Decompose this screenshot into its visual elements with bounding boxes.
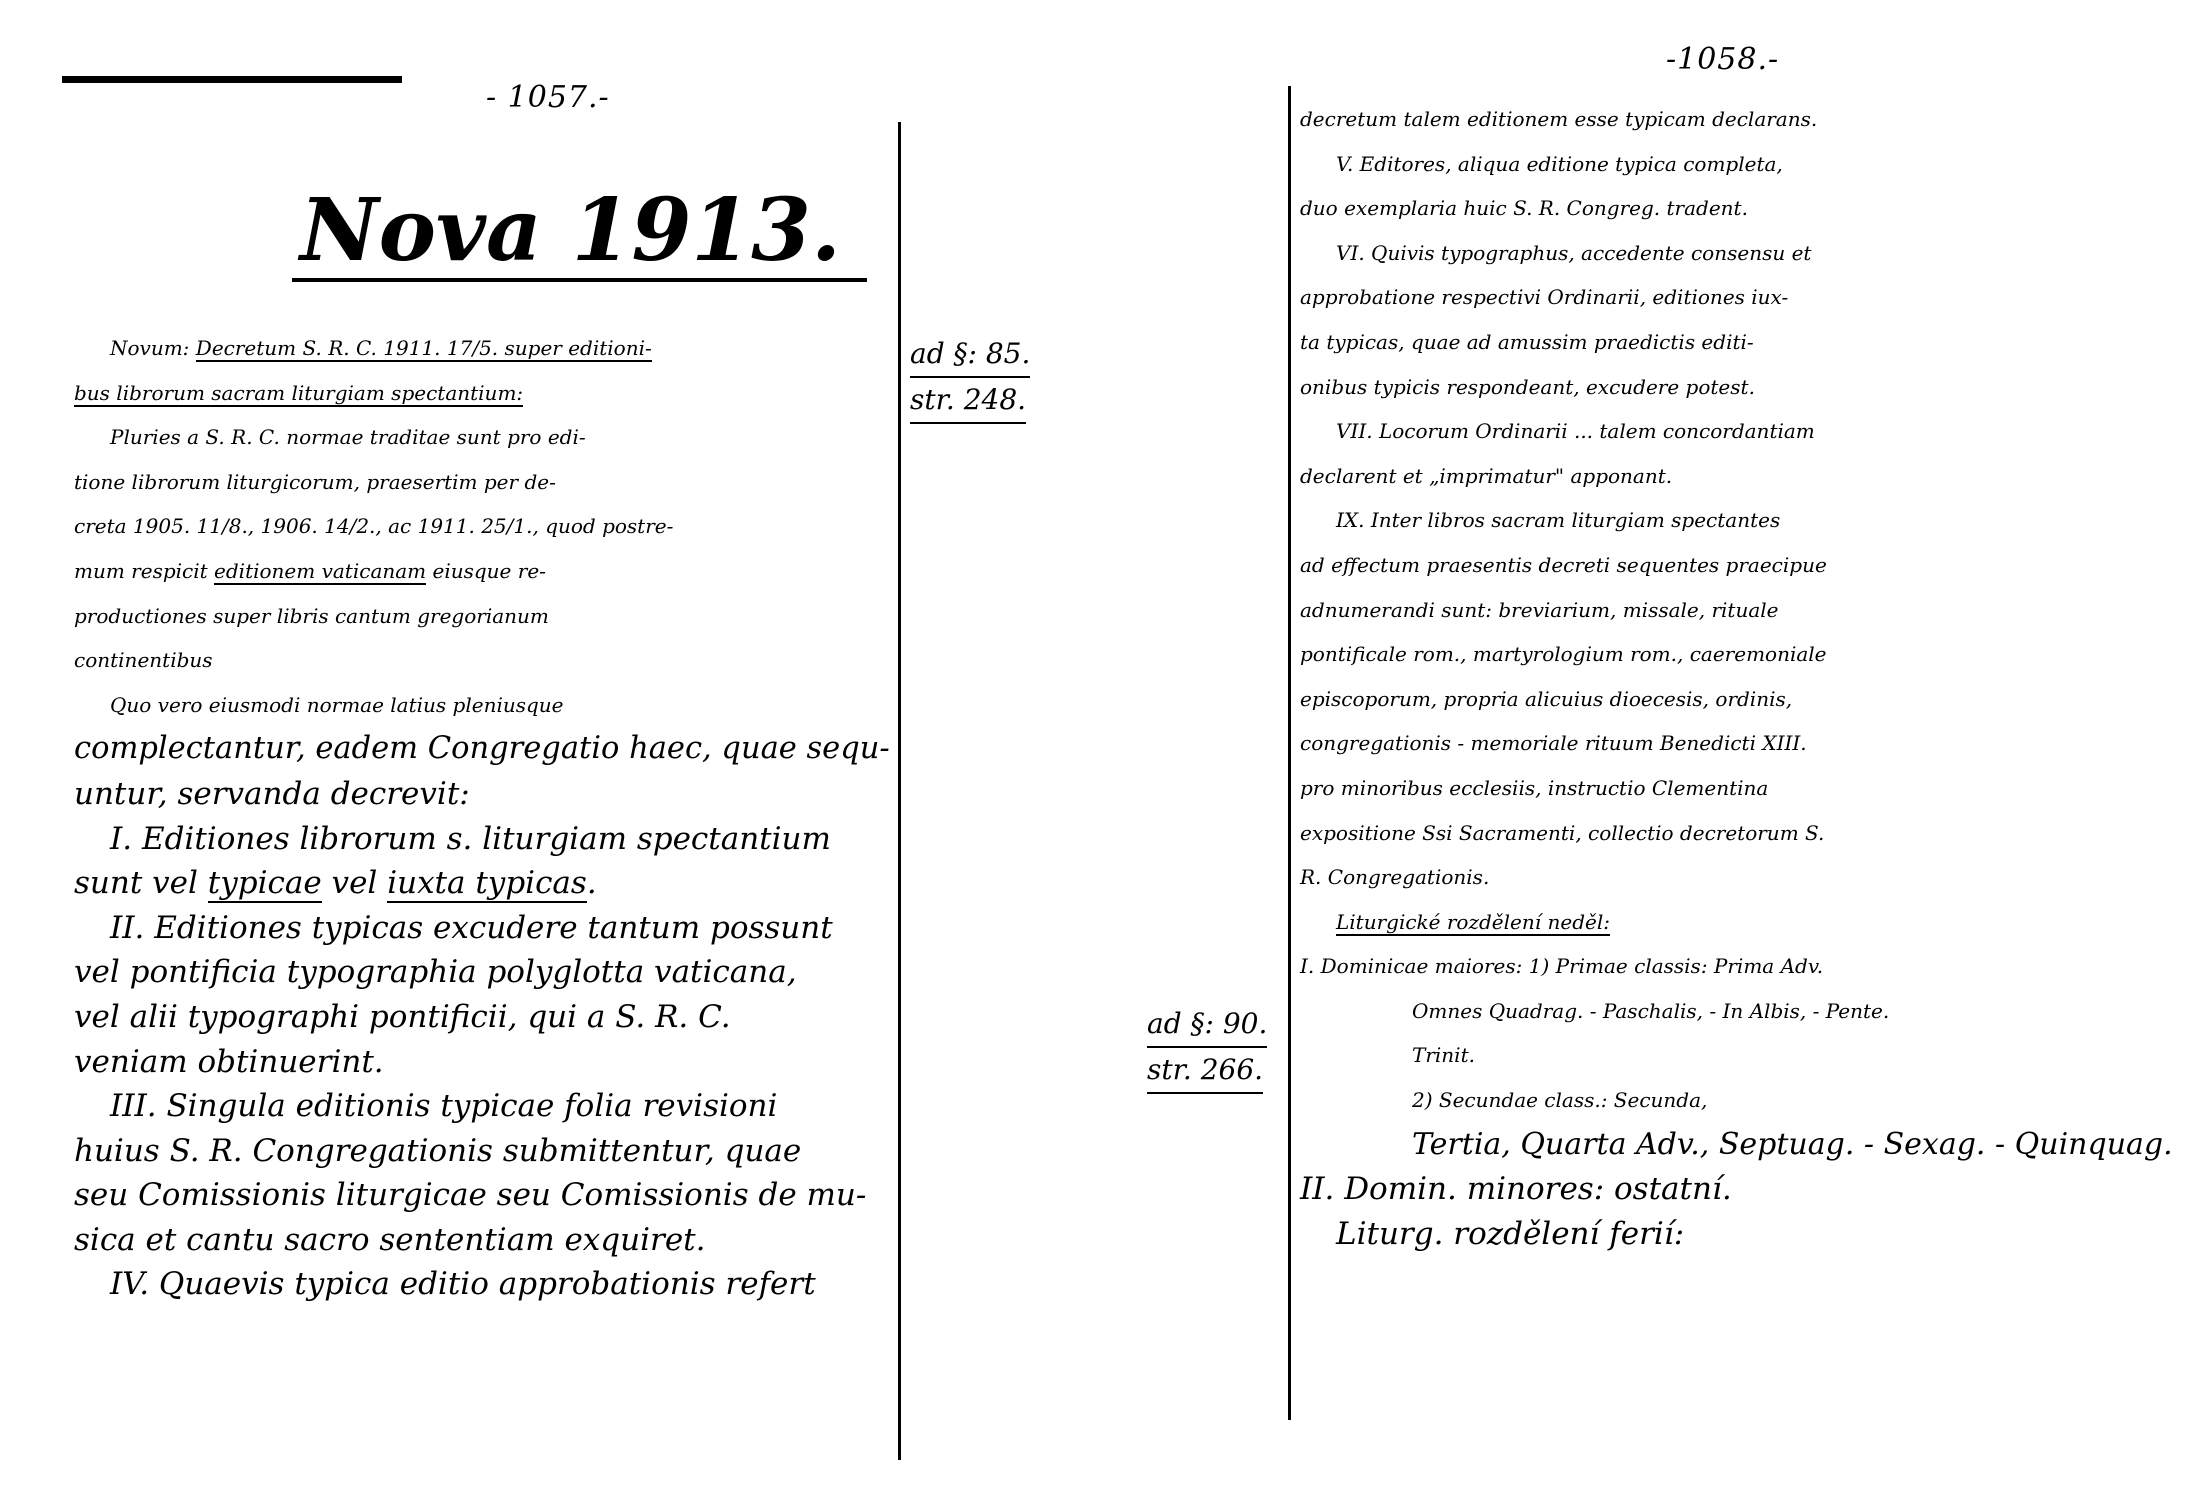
- text-segment: expositione Ssi Sacramenti, collectio decretorum S.: [1300, 820, 1825, 845]
- text-segment: continentibus: [74, 648, 213, 673]
- margin-rule: [898, 122, 901, 1460]
- text-segment: Liturg. rozdělení ferií:: [1336, 1215, 1685, 1252]
- text-line: [74, 906, 890, 951]
- text-line: [1300, 944, 2173, 989]
- text-line: [74, 1129, 890, 1174]
- text-line: [74, 683, 890, 728]
- text-line: [1300, 811, 2173, 856]
- text-segment: VI. Quivis typographus, accedente consensu et: [1336, 240, 1812, 265]
- text-segment: pontificale rom., martyrologium rom., caeremoniale: [1300, 642, 1827, 667]
- text-segment: ta typicas, quae ad amussim praedictis editi-: [1300, 329, 1754, 354]
- text-segment: sunt vel: [74, 865, 208, 902]
- text-segment: approbatione respectivi Ordinarii, editiones iux-: [1300, 285, 1789, 310]
- underlined-text: editionem vaticanam: [214, 558, 427, 583]
- text-segment: episcoporum, propria alicuius dioecesis, ordinis,: [1300, 686, 1793, 711]
- text-segment: Omnes Quadrag. - Paschalis, - In Albis, - Pente.: [1412, 998, 1890, 1023]
- text-line: [1300, 766, 2173, 811]
- text-segment: Quo vero eiusmodi normae latius pleniusque: [110, 692, 564, 717]
- text-segment: seu Comissionis liturgicae seu Comissionis de mu-: [74, 1177, 867, 1214]
- text-segment: vel alii typographi pontificii, qui a S. R. C.: [74, 998, 731, 1035]
- text-line: [1300, 1212, 2173, 1257]
- text-segment: VII. Locorum Ordinarii ... talem concordantiam: [1336, 419, 1815, 444]
- text-line: [74, 727, 890, 772]
- text-line: [74, 504, 890, 549]
- text-segment: decretum talem editionem esse typicam declarans.: [1300, 107, 1818, 131]
- text-line: [1300, 1078, 2173, 1123]
- text-line: [74, 1262, 890, 1307]
- text-segment: tione librorum liturgicorum, praesertim per de-: [74, 469, 556, 494]
- text-line: [74, 861, 890, 906]
- text-segment: eiusque re-: [426, 558, 546, 583]
- text-line: [1300, 855, 2173, 900]
- text-line: [74, 1084, 890, 1129]
- text-line: [1300, 231, 2173, 276]
- text-line: [1300, 498, 2173, 543]
- text-line: [1300, 989, 2173, 1034]
- text-line: [74, 995, 890, 1040]
- body-text: [74, 326, 890, 1307]
- text-segment: untur, servanda decrevit:: [74, 775, 470, 812]
- text-line: [1300, 1123, 2173, 1168]
- text-segment: adnumerandi sunt: breviarium, missale, rituale: [1300, 597, 1779, 622]
- text-segment: onibus typicis respondeant, excudere potest.: [1300, 374, 1755, 399]
- text-line: [1300, 275, 2173, 320]
- text-line: [1300, 632, 2173, 677]
- text-line: [74, 772, 890, 817]
- text-segment: veniam obtinuerint.: [74, 1043, 384, 1080]
- text-line: [74, 594, 890, 639]
- text-line: [74, 638, 890, 683]
- text-segment: II. Domin. minores: ostatní.: [1300, 1171, 1732, 1208]
- text-line: [1300, 186, 2173, 231]
- text-line: [1300, 409, 2173, 454]
- text-segment: congregationis - memoriale rituum Benedicti XIII.: [1300, 731, 1807, 756]
- text-segment: creta 1905. 11/8., 1906. 14/2., ac 1911. 25/1., quod postre-: [74, 514, 674, 539]
- text-line: [1300, 588, 2173, 633]
- text-segment: vel: [321, 865, 388, 902]
- text-segment: declarent et „imprimatur" apponant.: [1300, 463, 1673, 488]
- page-title: Nova 1913.: [292, 186, 867, 282]
- text-line: [74, 371, 890, 416]
- text-segment: vel pontificia typographia polyglotta vaticana,: [74, 954, 797, 991]
- text-segment: .: [586, 865, 597, 902]
- text-segment: IV. Quaevis typica editio approbationis refert: [110, 1266, 816, 1303]
- text-line: [1300, 365, 2173, 410]
- top-rule: [62, 76, 402, 83]
- underlined-text: Decretum S. R. C. 1911. 17/5. super editioni-: [195, 336, 652, 360]
- margin-note: [910, 332, 1030, 424]
- margin-note-line: ad §: 90.: [1147, 1002, 1267, 1048]
- text-segment: IX. Inter libros sacram liturgiam spectantes: [1336, 508, 1781, 533]
- text-line: [1300, 677, 2173, 722]
- underlined-text: Liturgické rozdělení neděl:: [1336, 909, 1611, 934]
- underlined-text: iuxta typicas: [387, 865, 587, 902]
- margin-note-line: str. 248.: [910, 378, 1026, 424]
- text-line: [1300, 1033, 2173, 1078]
- text-segment: I. Editiones librorum s. liturgiam spectantium: [110, 820, 831, 857]
- text-segment: Pluries a S. R. C. normae traditae sunt pro edi-: [110, 425, 586, 450]
- text-line: [74, 460, 890, 505]
- right-page: [1100, 0, 2200, 1500]
- text-line: [74, 1173, 890, 1218]
- underlined-text: bus librorum sacram liturgiam spectantium:: [74, 380, 524, 405]
- text-line: [74, 817, 890, 862]
- page-number: -1058.-: [1666, 42, 1780, 77]
- text-segment: 2) Secundae class.: Secunda,: [1412, 1088, 1708, 1113]
- body-text: [1300, 97, 2173, 1256]
- text-segment: I. Dominicae maiores: 1) Primae classis: Prima Adv.: [1300, 954, 1824, 979]
- text-segment: mum respicit: [74, 558, 215, 583]
- text-segment: R. Congregationis.: [1300, 865, 1490, 890]
- margin-note: [1147, 1002, 1267, 1094]
- text-line: [74, 950, 890, 995]
- text-line: [1300, 543, 2173, 588]
- text-line: [74, 1040, 890, 1085]
- text-line: [1300, 1167, 2173, 1212]
- text-segment: Novum:: [110, 336, 196, 360]
- text-segment: ad effectum praesentis decreti sequentes praecipue: [1300, 552, 1827, 577]
- text-segment: productiones super libris cantum gregorianum: [74, 603, 549, 628]
- text-line: [1300, 454, 2173, 499]
- text-segment: Tertia, Quarta Adv., Septuag. - Sexag. - Quinquag.: [1412, 1126, 2173, 1162]
- text-line: [74, 415, 890, 460]
- text-segment: V. Editores, aliqua editione typica completa,: [1336, 151, 1783, 176]
- page-number: - 1057.-: [486, 80, 610, 115]
- text-segment: complectantur, eadem Congregatio haec, quae sequ-: [74, 731, 890, 767]
- margin-rule: [1288, 86, 1291, 1420]
- text-line: [1300, 97, 2173, 142]
- text-line: [1300, 900, 2173, 945]
- text-line: [1300, 721, 2173, 766]
- text-segment: pro minoribus ecclesiis, instructio Clementina: [1300, 775, 1769, 800]
- margin-note-line: ad §: 85.: [910, 332, 1030, 378]
- text-line: [74, 549, 890, 594]
- text-line: [74, 326, 890, 371]
- text-segment: II. Editiones typicas excudere tantum possunt: [110, 909, 833, 946]
- margin-note-line: str. 266.: [1147, 1048, 1263, 1094]
- text-line: [1300, 142, 2173, 187]
- text-segment: duo exemplaria huic S. R. Congreg. tradent.: [1300, 196, 1748, 221]
- text-line: [74, 1218, 890, 1263]
- text-segment: huius S. R. Congregationis submittentur, quae: [74, 1132, 802, 1169]
- text-segment: III. Singula editionis typicae folia revisioni: [110, 1088, 778, 1125]
- text-segment: Trinit.: [1412, 1043, 1475, 1068]
- text-segment: sica et cantu sacro sententiam exquiret.: [74, 1221, 706, 1258]
- underlined-text: typicae: [207, 865, 322, 902]
- text-line: [1300, 320, 2173, 365]
